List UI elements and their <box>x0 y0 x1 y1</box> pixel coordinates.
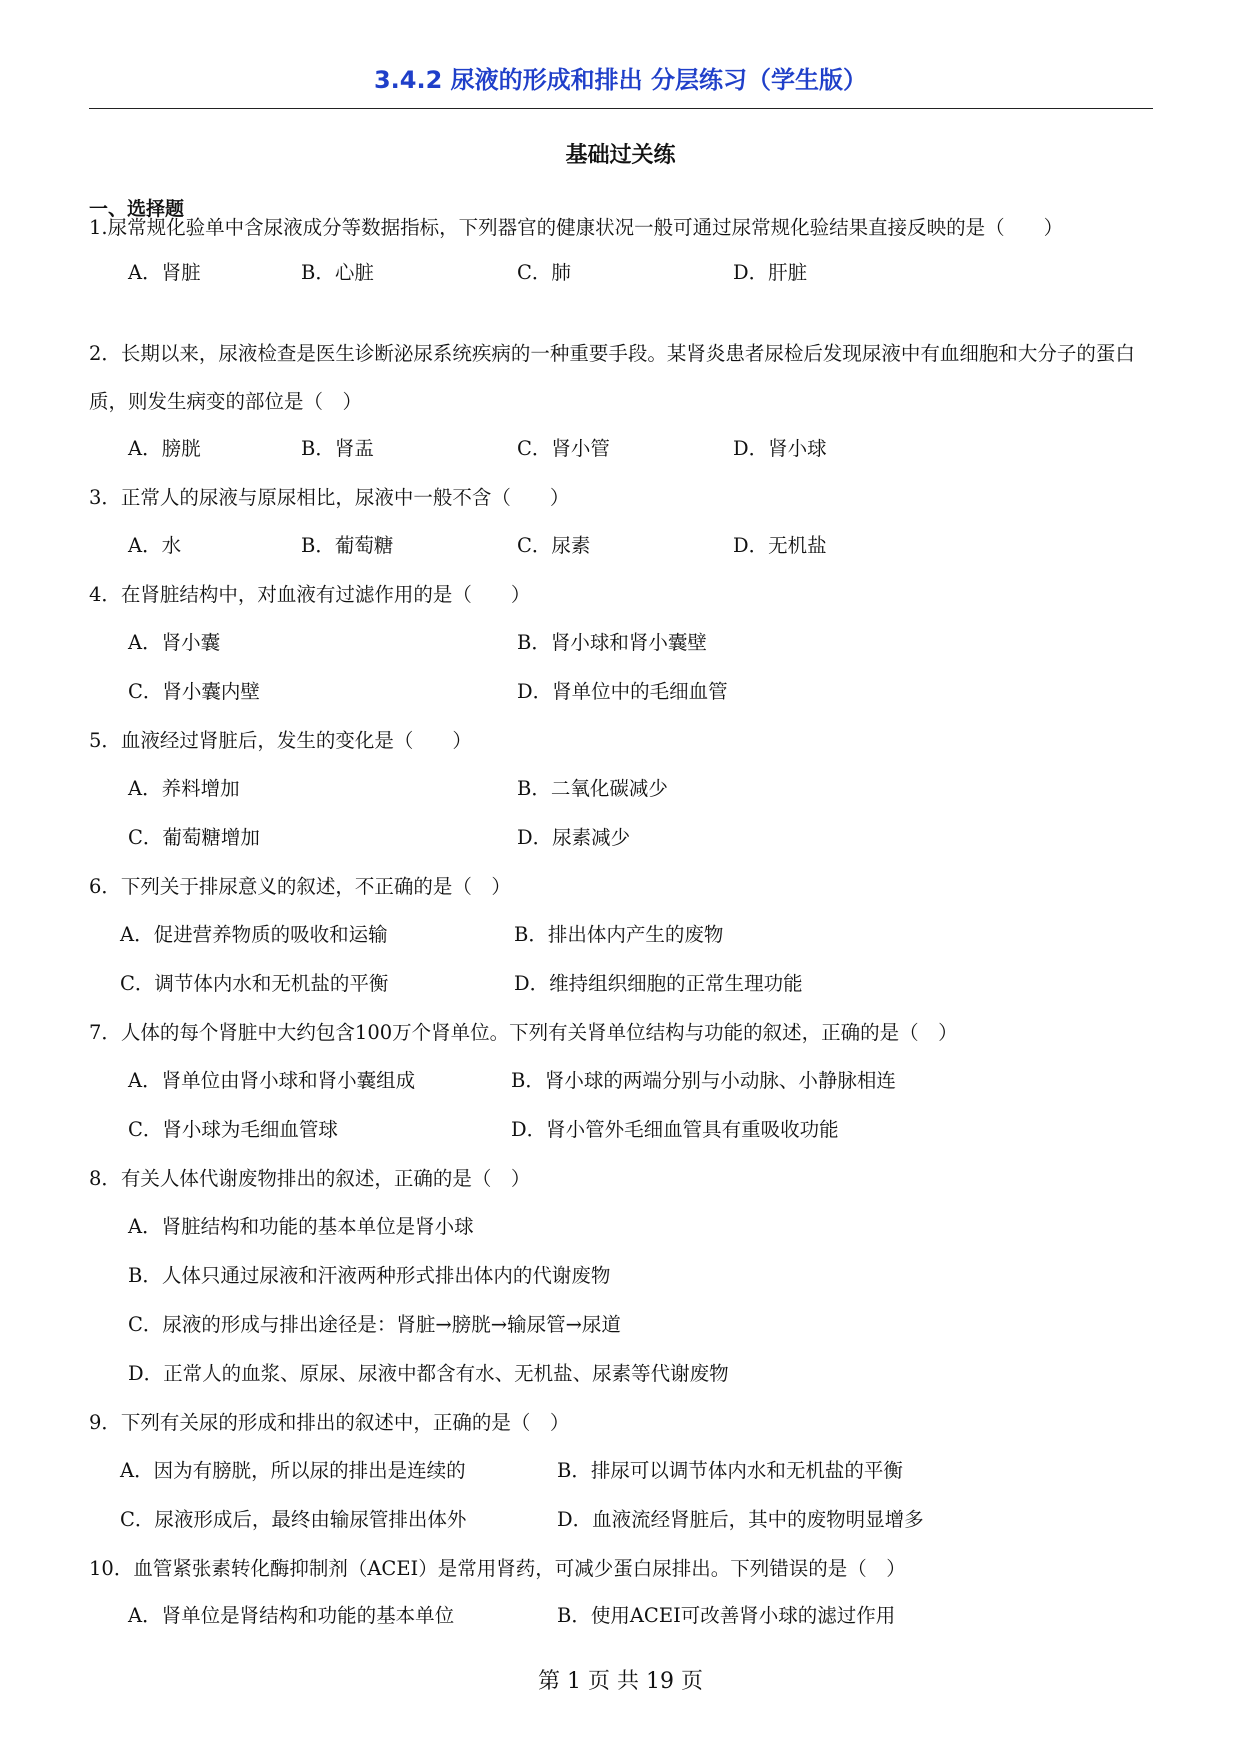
option: A．养料增加 <box>128 777 240 800</box>
option: C．葡萄糖增加 <box>128 826 260 849</box>
option: D．肾单位中的毛细血管 <box>517 680 728 703</box>
option: C．尿素 <box>517 534 591 557</box>
option: B．葡萄糖 <box>301 534 394 557</box>
option: D．维持组织细胞的正常生理功能 <box>514 972 803 995</box>
question-stem: 1.尿常规化验单中含尿液成分等数据指标，下列器官的健康状况一般可通过尿常规化验结果直接反映的是（ ） <box>89 216 1064 239</box>
option: C．肾小管 <box>517 437 610 460</box>
option: B．二氧化碳减少 <box>517 777 668 800</box>
option: D．肾小球 <box>733 437 827 460</box>
question-type-heading: 一、选择题 <box>89 198 185 220</box>
option: A．肾脏结构和功能的基本单位是肾小球 <box>128 1215 474 1238</box>
option: C．肺 <box>517 261 571 284</box>
option: B．使用ACEI可改善肾小球的滤过作用 <box>557 1604 896 1627</box>
option: D．正常人的血浆、原尿、尿液中都含有水、无机盐、尿素等代谢废物 <box>128 1362 729 1385</box>
option: B．肾小球的两端分别与小动脉、小静脉相连 <box>511 1069 896 1092</box>
option: D．无机盐 <box>733 534 827 557</box>
question-stem: 6．下列关于排尿意义的叙述，不正确的是（ ） <box>89 875 511 898</box>
option: C．调节体内水和无机盐的平衡 <box>120 972 389 995</box>
option: C．尿液形成后，最终由输尿管排出体外 <box>120 1508 467 1531</box>
option: D．肾小管外毛细血管具有重吸收功能 <box>511 1118 839 1141</box>
question-stem: 9．下列有关尿的形成和排出的叙述中，正确的是（ ） <box>89 1411 570 1434</box>
option: C．肾小囊内壁 <box>128 680 260 703</box>
page-number: 第 1 页 共 19 页 <box>538 1669 703 1694</box>
option: B．肾小球和肾小囊壁 <box>517 631 707 654</box>
option: D．肝脏 <box>733 261 808 284</box>
option: B．肾盂 <box>301 437 374 460</box>
option: B．排出体内产生的废物 <box>514 923 724 946</box>
option: B．心脏 <box>301 261 374 284</box>
option: A．膀胱 <box>128 437 201 460</box>
question-stem: 3．正常人的尿液与原尿相比，尿液中一般不含（ ） <box>89 486 570 509</box>
option: A．因为有膀胱，所以尿的排出是连续的 <box>120 1459 466 1482</box>
option: D．血液流经肾脏后，其中的废物明显增多 <box>557 1508 924 1531</box>
question-stem: 4．在肾脏结构中，对血液有过滤作用的是（ ） <box>89 583 531 606</box>
question-stem: 8．有关人体代谢废物排出的叙述，正确的是（ ） <box>89 1167 531 1190</box>
option: B．排尿可以调节体内水和无机盐的平衡 <box>557 1459 903 1482</box>
header-divider <box>89 108 1153 109</box>
option: A．促进营养物质的吸收和运输 <box>120 923 388 946</box>
document-title: 3.4.2 尿液的形成和排出 分层练习（学生版） <box>373 66 868 94</box>
question-stem: 7．人体的每个肾脏中大约包含100万个肾单位。下列有关肾单位结构与功能的叙述，正确的是（ ） <box>89 1021 958 1044</box>
option: C．尿液的形成与排出途径是：肾脏→膀胱→输尿管→尿道 <box>128 1313 621 1336</box>
section-heading: 基础过关练 <box>565 143 676 168</box>
question-stem: 5．血液经过肾脏后，发生的变化是（ ） <box>89 729 472 752</box>
option: A．肾小囊 <box>128 631 221 654</box>
option: B．人体只通过尿液和汗液两种形式排出体内的代谢废物 <box>128 1264 611 1287</box>
option: C．肾小球为毛细血管球 <box>128 1118 338 1141</box>
option: A．肾单位由肾小球和肾小囊组成 <box>128 1069 416 1092</box>
option: A．肾脏 <box>128 261 201 284</box>
option: A．肾单位是肾结构和功能的基本单位 <box>128 1604 455 1627</box>
option: D．尿素减少 <box>517 826 631 849</box>
option: A．水 <box>128 534 182 557</box>
question-stem: 2．长期以来，尿液检查是医生诊断泌尿系统疾病的一种重要手段。某肾炎患者尿检后发现尿液中有血细胞和大分子的蛋白质，则发生病变的部位是（ ） <box>89 342 1135 413</box>
question-stem: 10．血管紧张素转化酶抑制剂（ACEI）是常用肾药，可减少蛋白尿排出。下列错误的是（ ） <box>89 1557 906 1580</box>
